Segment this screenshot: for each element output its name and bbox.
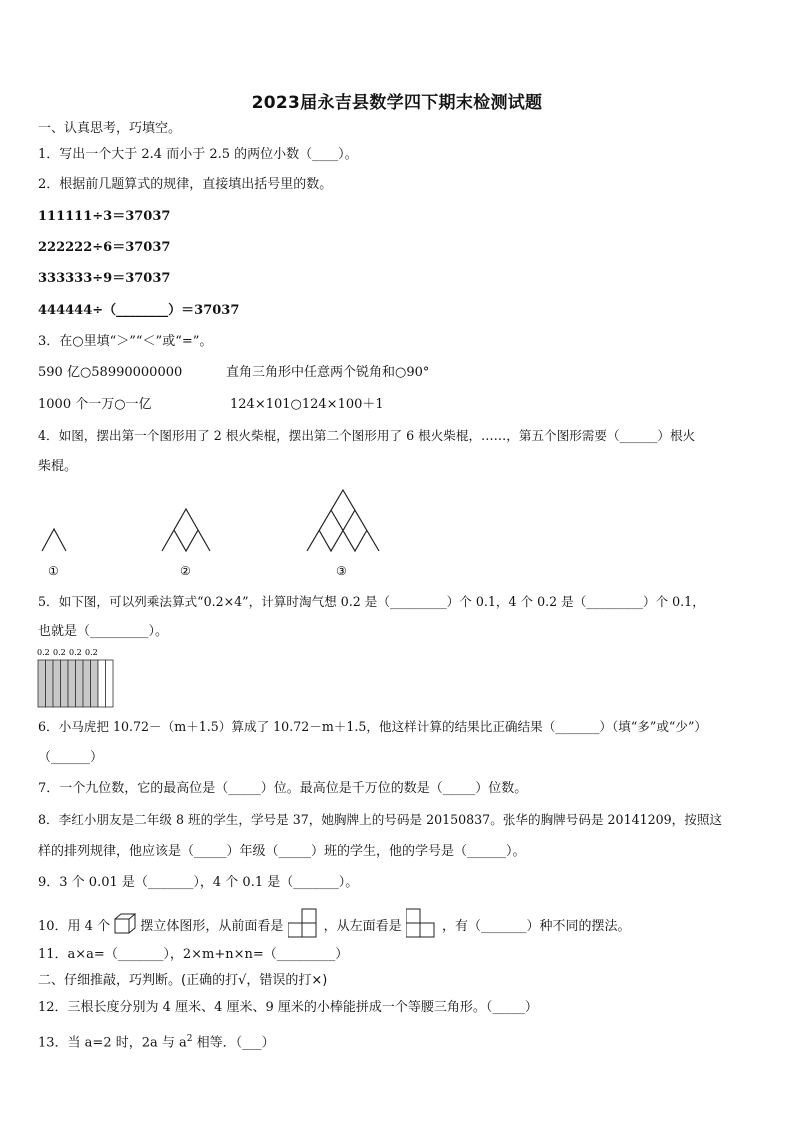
question-3-item-c: 1000 个一万○一亿 <box>38 397 152 412</box>
matchstick-figure-2 <box>162 509 210 551</box>
question-12: 12．三根长度分别为 4 厘米、4 厘米、9 厘米的小棒能拼成一个等腰三角形。（_____） <box>38 1000 538 1015</box>
question-3-item-b: 直角三角形中任意两个锐角和○90° <box>226 365 430 380</box>
shaded-strip <box>68 660 76 707</box>
question-6-line-1: 6．小马虎把 10.72－（m＋1.5）算成了 10.72－m＋1.5，他这样计算的结果比正确结果（_______）（填“多”或“少”） <box>38 719 707 734</box>
front-view-figure <box>288 908 320 940</box>
question-8-line-1: 8．李红小朋友是二年级 8 班的学生，学号是 37，她胸牌上的号码是 20150837。张华的胸牌号码是 20141209，按照这 <box>38 812 723 827</box>
shaded-strip <box>76 660 84 707</box>
figure-label-1: ① <box>48 564 59 578</box>
question-3-item-d: 124×101○124×100＋1 <box>230 397 384 412</box>
question-10 <box>38 908 630 940</box>
equation-3: 333333÷9＝37037 <box>38 271 171 286</box>
bar-label-3: 0.2 <box>69 648 82 657</box>
shaded-strip <box>91 660 99 707</box>
left-view-figure <box>406 908 438 940</box>
section-1-heading: 一、认真思考，巧填空。 <box>38 121 182 136</box>
question-10-part-b: 摆立体图形，从前面看是 <box>140 919 284 934</box>
question-3-item-a: 590 亿○58990000000 <box>38 365 183 380</box>
empty-strip <box>98 660 106 707</box>
empty-strip <box>106 660 114 707</box>
equation-1: 111111÷3＝37037 <box>38 209 171 224</box>
question-8-line-2: 样的排列规律，他应该是（_____）年级（_____）班的学生，他的学号是（______）。 <box>38 844 526 859</box>
question-6-line-2: （______） <box>38 750 104 765</box>
question-7: 7．一个九位数，它的最高位是（_____）位。最高位是千万位的数是（_____）位数。 <box>38 781 528 796</box>
question-10-part-d: ，有（_______）种不同的摆法。 <box>441 919 631 934</box>
question-11: 11．a×a=（_______），2×m+n×n=（_________） <box>38 947 349 962</box>
question-4-line-2: 柴棍。 <box>38 459 78 474</box>
figure-label-2: ② <box>180 564 191 578</box>
exponent: 2 <box>186 1034 193 1044</box>
question-2: 2．根据前几题算式的规律，直接填出括号里的数。 <box>38 177 333 192</box>
equation-4: 444444÷（________）＝37037 <box>38 303 240 318</box>
matchstick-figure-1 <box>42 529 66 551</box>
bar-label-4: 0.2 <box>85 648 98 657</box>
question-1: 1．写出一个大于 2.4 而小于 2.5 的两位小数（____）。 <box>38 147 358 162</box>
shaded-strip <box>38 660 46 707</box>
question-9: 9．3 个 0.01 是（_______），4 个 0.1 是（_______）。 <box>38 875 359 890</box>
question-13-part-b: 相等．（___） <box>192 1035 275 1051</box>
shaded-strip <box>83 660 91 707</box>
question-13 <box>38 1030 275 1052</box>
question-3: 3．在○里填“＞”“＜”或“=”。 <box>38 334 213 349</box>
matchstick-figures <box>30 485 390 580</box>
question-5-line-1: 5．如下图，可以列乘法算式“0.2×4”，计算时淘气想 0.2 是（_________）个 0.1，4 个 0.2 是（_________）个 0.1， <box>38 594 705 609</box>
equation-2: 222222÷6＝37037 <box>38 240 171 255</box>
bar-label-2: 0.2 <box>53 648 66 657</box>
figure-label-3: ③ <box>336 564 347 578</box>
shaded-strip <box>53 660 61 707</box>
matchstick-figure-3 <box>307 490 379 551</box>
question-13-part-a: 13．当 a=2 时，2a 与 a <box>38 1035 187 1051</box>
decimal-bar-figure <box>36 645 116 710</box>
cube-icon <box>114 913 136 935</box>
question-10-part-c: ，从左面看是 <box>323 919 402 934</box>
section-2-heading: 二、仔细推敲，巧判断。(正确的打√，错误的打×) <box>38 973 328 988</box>
question-5-line-2: 也就是（_________）。 <box>38 624 169 639</box>
shaded-strip <box>61 660 69 707</box>
question-10-part-a: 10．用 4 个 <box>38 919 111 934</box>
bar-label-1: 0.2 <box>37 648 50 657</box>
shaded-strip <box>46 660 54 707</box>
question-4-line-1: 4．如图，摆出第一个图形用了 2 根火柴棍，摆出第二个图形用了 6 根火柴棍，……，第五个图形需要（______）根火 <box>38 428 696 443</box>
page-title: 2023届永吉县数学四下期末检测试题 <box>251 93 543 113</box>
